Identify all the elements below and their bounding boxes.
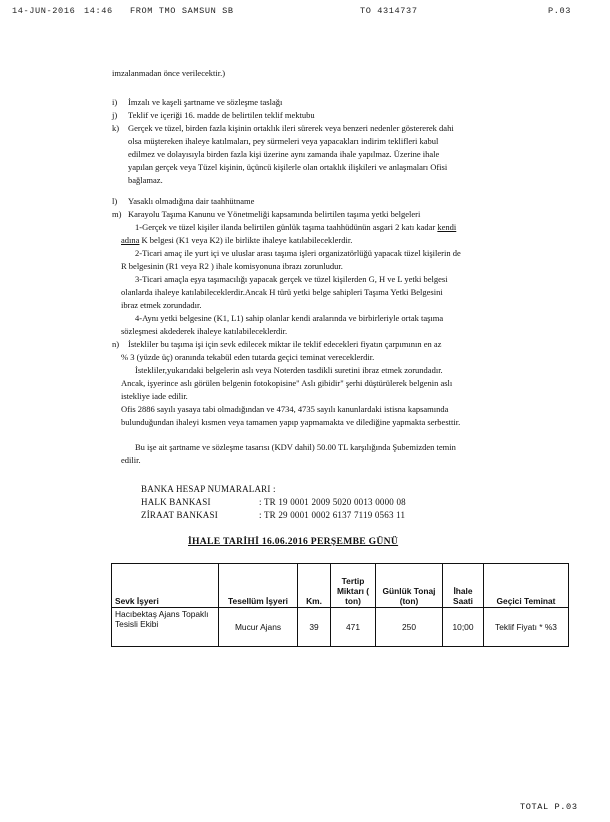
item-i-label: i) [112, 97, 118, 107]
fax-page: P.03 [548, 6, 572, 16]
bank-iban: : TR 19 0001 2009 5020 0013 0000 08 [259, 497, 406, 507]
tender-date-title: İHALE TARİHİ 16.06.2016 PERŞEMBE GÜNÜ [188, 536, 399, 547]
cell-km: 39 [298, 608, 331, 647]
m-sub-line-5: 3-Ticari amaçla eşya taşımacılığı yapacak gerçek ve tüzel kişilerden G, H ve L yetki belgesi [135, 274, 448, 284]
header-tesellum: Tesellüm İşyeri [219, 564, 298, 608]
bank-iban: : TR 29 0001 0002 6137 7119 0563 11 [259, 510, 406, 520]
header-tertip: Tertip Miktarı ( ton) [331, 564, 376, 608]
item-l-label: l) [112, 196, 118, 206]
bank-heading: BANKA HESAP NUMARALARI : [141, 484, 276, 494]
item-m [112, 209, 420, 220]
item-n-line-7: bulunduğundan ihaleyi kısmen veya tamamen yapıp yapmamakta ve dilediğine yapmakta serbesttir. [121, 417, 461, 427]
table-header-row [112, 564, 569, 608]
item-l [112, 196, 254, 207]
cell-tertip: 471 [331, 608, 376, 647]
bank-account-halk [141, 497, 406, 508]
header-teminat: Geçici Teminat [484, 564, 569, 608]
item-l-text: Yasaklı olmadığına dair taahhütname [128, 196, 255, 206]
header-saat: İhale Saati [443, 564, 484, 608]
item-j-text: Teklif ve içeriği 16. madde de belirtilen teklif mektubu [128, 110, 315, 120]
m-sub-line-6: olanlarda ihaleye katılabileceklerdir.Ancak H türü yetki belge sahipleri Taşıma Yetki Belgesini [121, 287, 443, 297]
m-sub-line-2: adına K belgesi (K1 veya K2) ile birlikte ihaleye katılabileceklerdir. [121, 235, 353, 245]
m-sub-line-3: 2-Ticari amaç ile yurt içi ve uluslar arası taşıma işleri organizatörlüğü yapacak tüzel kişilerin de [135, 248, 461, 258]
cell-gunluk: 250 [376, 608, 443, 647]
cell-teminat: Teklif Fiyatı * %3 [484, 608, 569, 647]
item-n-line-6: Ofis 2886 sayılı yasaya tabi olmadığından ve 4734, 4735 sayılı kanunlardaki istisna kapsamında [121, 404, 449, 414]
m-sub-line-9: sözleşmesi akdederek ihaleye katılabileceklerdir. [121, 326, 288, 336]
m-sub-line-8: 4-Aynı yetki belgesine (K1, L1) sahip olanlar kendi aralarında ve birbirleriyle ortak taşıma [135, 313, 444, 323]
item-k-line-3: edilmez ve dolayısıyla birden fazla kişi üzerine aynı zamanda ihale yapılmaz. Üzerine ihale [128, 149, 440, 159]
item-i [112, 97, 282, 108]
item-m-text: Karayolu Taşıma Kanunu ve Yönetmeliği kapsamında belirtilen taşıma yetki belgeleri [128, 209, 421, 219]
intro-text: imzalanmadan önce verilecektir.) [112, 68, 226, 78]
item-n-line-4: Ancak, işyerince aslı görülen belgenin fotokopisine" Aslı gibidir" şerhi düştürülerek belgenin aslı [121, 378, 453, 388]
item-k-line-5: bağlamaz. [128, 175, 163, 185]
item-n-line-2: % 3 (yüzde üç) oranında tekabül eden tutarda geçici teminat vereceklerdir. [121, 352, 375, 362]
fax-date: 14-JUN-2016 [12, 6, 76, 16]
item-j-label: j) [112, 110, 118, 120]
m-sub-line-1: 1-Gerçek ve tüzel kişiler ilanda belirtilen günlük taşıma taahhüdünün asgari 2 katı kadar kendi [135, 222, 457, 232]
item-j [112, 110, 315, 121]
fax-to: TO 4314737 [360, 6, 418, 16]
tender-table [111, 563, 569, 647]
header-gunluk: Günlük Tonaj (ton) [376, 564, 443, 608]
fee-line-2: edilir. [121, 455, 141, 465]
item-n-label: n) [112, 339, 120, 349]
m-sub-line-7: ibraz etmek zorundadır. [121, 300, 202, 310]
header-sevk: Sevk İşyeri [112, 564, 219, 608]
m-sub-line-4: R belgesinin (R1 veya R2 ) ihale komisyonuna ibrazı zorunludur. [121, 261, 343, 271]
fax-footer-total: TOTAL P.03 [520, 802, 578, 812]
item-k-label: k) [112, 123, 120, 133]
bank-account-ziraat [141, 510, 405, 521]
item-i-text: İmzalı ve kaşeli şartname ve sözleşme taslağı [128, 97, 283, 107]
header-km: Km. [298, 564, 331, 608]
item-m-label: m) [112, 209, 122, 219]
bank-name: ZİRAAT BANKASI [141, 510, 218, 520]
item-n-line-1: n) İstekliler bu taşıma işi için sevk edilecek miktar ile teklif edecekleri fiyatın çarpımının en az [112, 339, 442, 349]
item-k-line-1: k) Gerçek ve tüzel, birden fazla kişinin ortaklık ileri sürerek veya benzeri nedenler göstererek dahi [112, 123, 454, 133]
cell-saat: 10;00 [443, 608, 484, 647]
cell-sevk: Hacıbektaş Ajans Topaklı Tesisli Ekibi [112, 608, 219, 647]
item-k-line-4: yapılan gerçek veya Tüzel kişinin, üçüncü kişilerle olan ortaklık ilişkileri ve anlaşmaları Ofisi [128, 162, 448, 172]
item-n-line-3: İstekliler,yukarıdaki belgelerin aslı veya Noterden tasdikli suretini ibraz etmek zorundadır. [135, 365, 443, 375]
table-row [112, 608, 569, 647]
fax-from: FROM TMO SAMSUN SB [130, 6, 234, 16]
item-k-line-2: olsa müştereken ihaleye katılmaları, pey sürmeleri veya yapacakları indirim teklifleri kabul [128, 136, 439, 146]
bank-name: HALK BANKASI [141, 497, 211, 507]
fee-line-1: Bu işe ait şartname ve sözleşme tasarısı (KDV dahil) 50.00 TL karşılığında Şubemizden temin [135, 442, 456, 452]
fax-time: 14:46 [84, 6, 113, 16]
item-n-line-5: istekliye iade edilir. [121, 391, 188, 401]
cell-tesellum: Mucur Ajans [219, 608, 298, 647]
